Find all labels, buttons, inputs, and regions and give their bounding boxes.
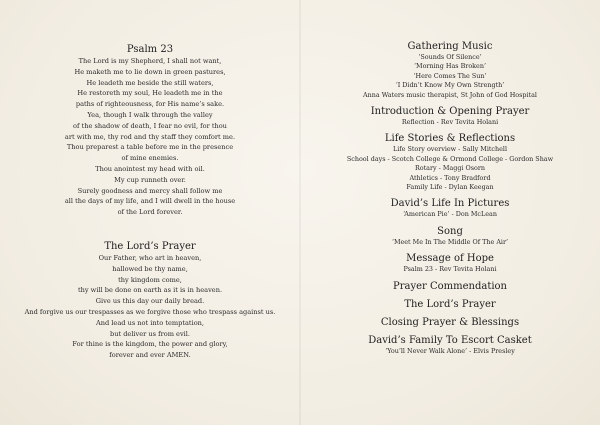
section-title: David’s Family To Escort Casket [368, 334, 532, 346]
section-title: Gathering Music [407, 41, 493, 52]
prayer-line: thy will be done on earth as it is in heaven. [77, 286, 223, 295]
section-line: ‘Meet Me In The Middle Of The Air’ [391, 237, 509, 246]
section-title: David’s Life In Pictures [390, 198, 510, 210]
section-line: Rotary - Maggi Osorn [414, 164, 486, 173]
psalm-line: of the Lord forever. [117, 208, 183, 217]
section-title: Life Stories & Reflections [384, 133, 516, 145]
section-title: Introduction & Opening Prayer [370, 106, 530, 118]
prayer-line: but deliver us from evil. [109, 329, 190, 338]
section-title: Message of Hope [406, 253, 494, 265]
section-title: Closing Prayer & Blessings [380, 316, 520, 328]
section-line: Life Story overview - Sally Mitchell [392, 145, 508, 154]
life-in-pictures-section [300, 198, 600, 219]
section-line: Family Life - Dylan Keegan [406, 183, 494, 192]
prayer-line: And forgive us our trespasses as we forgive those who trespass against us. [24, 307, 276, 316]
psalm-section [0, 44, 300, 218]
introduction-section [300, 106, 600, 127]
song-section [300, 226, 600, 247]
section-line: ‘Morning Has Broken’ [414, 62, 486, 71]
life-stories-section [300, 133, 600, 192]
prayer-line: hallowed be thy name, [112, 264, 188, 273]
message-of-hope-section [300, 253, 600, 274]
psalm-line: all the days of my life, and I will dwell in the house [64, 197, 236, 206]
psalm-line: Yea, though I walk through the valley [87, 110, 213, 119]
closing-prayer-section [300, 317, 600, 329]
section-title: Prayer Commendation [392, 280, 508, 292]
section-line: Psalm 23 - Rev Tevita Holani [403, 265, 497, 274]
section-line: ‘Here Comes The Sun’ [413, 71, 487, 80]
psalm-line: art with me, thy rod and thy staff they comfort me. [64, 132, 236, 141]
section-line: Anna Waters music therapist, St John of God Hospital [363, 90, 537, 99]
section-line: Reflection - Rev Tevita Holani [401, 118, 499, 127]
section-line: School days - Scotch College & Ormond College - Gordon Shaw [346, 154, 554, 163]
gathering-music-section [300, 41, 600, 100]
prayer-line: Give us this day our daily bread. [95, 297, 205, 306]
section-title: The Lord’s Prayer [404, 298, 496, 310]
lords-prayer-title: The Lord’s Prayer [104, 240, 196, 252]
section-line: ‘Sounds Of Silence’ [418, 53, 482, 61]
psalm-line: He maketh me to lie down in green pastures, [74, 67, 226, 76]
psalm-line: He restoreth my soul, He leadeth me in the [77, 89, 223, 98]
psalm-line: Thou preparest a table before me in the presence [66, 143, 234, 152]
psalm-line: Surely goodness and mercy shall follow me [77, 186, 223, 195]
psalm-line: My cup runneth over. [114, 175, 186, 184]
psalm-line: The Lord is my Shepherd, I shall not want, [78, 57, 222, 65]
psalm-line: paths of righteousness, for His name’s sake. [75, 100, 225, 109]
lords-prayer-section [0, 241, 300, 361]
psalm-line: He leadeth me beside the still waters, [86, 78, 214, 87]
prayer-commendation-section [300, 281, 600, 293]
psalm-line: Thou anointest my head with oil. [95, 164, 205, 173]
left-column [0, 44, 300, 361]
prayer-line: For thine is the kingdom, the power and glory, [72, 340, 228, 349]
lords-prayer-heading-section [300, 299, 600, 311]
prayer-line: And lead us not into temptation, [95, 318, 205, 327]
psalm-line: of the shadow of death, I fear no evil, for thou [73, 121, 227, 130]
section-line: Athletics - Tony Bradford [409, 173, 491, 182]
section-line: ‘I Didn’t Know My Own Strength’ [395, 81, 505, 90]
prayer-line: thy kingdom come, [118, 275, 182, 284]
prayer-line: forever and ever AMEN. [109, 351, 191, 360]
escort-casket-section [300, 335, 600, 356]
section-line: ‘American Pie’ - Don McLean [403, 210, 497, 219]
psalm-line: of mine enemies. [121, 154, 179, 163]
psalm-title: Psalm 23 [126, 44, 174, 55]
prayer-line: Our Father, who art in heaven, [98, 253, 202, 262]
section-line: ‘You’ll Never Walk Alone’ - Elvis Presley [385, 346, 515, 355]
section-title: Song [437, 225, 463, 237]
order-of-service [300, 41, 600, 362]
